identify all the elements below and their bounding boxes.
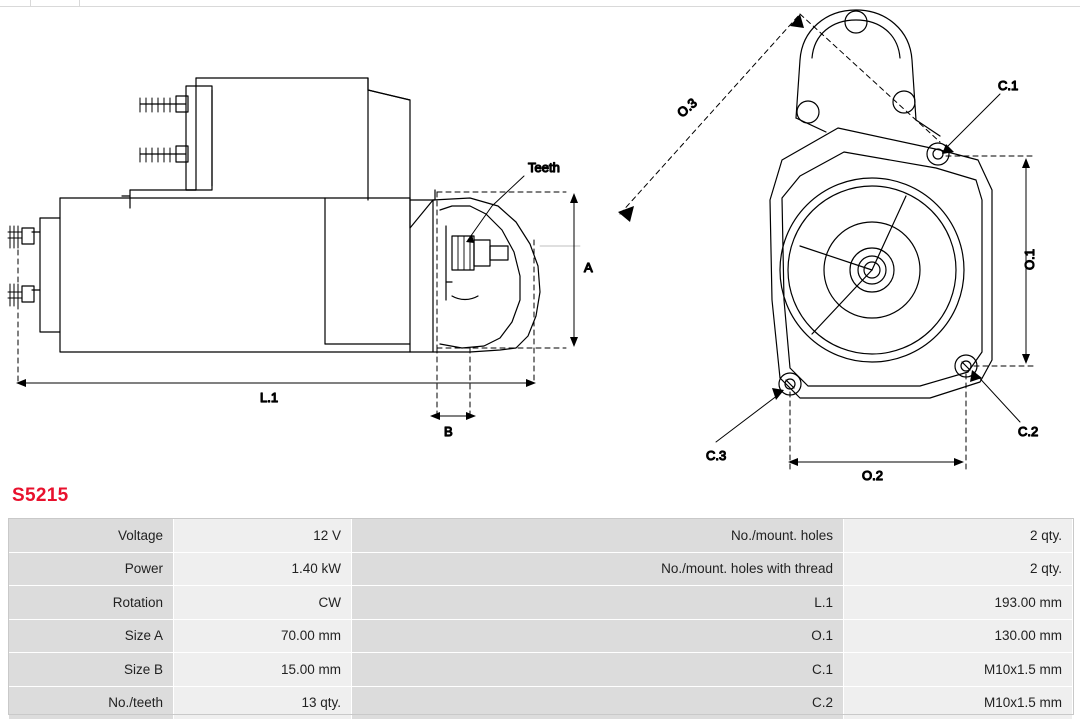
table-row (9, 653, 1073, 687)
spec-value: 1.40 kW (174, 552, 352, 586)
dimension-o3 (620, 14, 940, 214)
spec-value: CW (174, 586, 352, 620)
table-row (9, 519, 1073, 553)
spec-label: Rotation (9, 586, 174, 620)
spec-label: L.1 (352, 586, 844, 620)
dimension-o2 (788, 374, 966, 470)
table-row (9, 686, 1073, 720)
label-l1: L.1 (260, 390, 279, 405)
spec-value: 2 qty. (844, 552, 1073, 586)
dimension-box-a (437, 192, 566, 418)
spec-value: 15.00 mm (174, 653, 352, 687)
starter-side-view (8, 78, 580, 352)
spec-label: No./teeth (9, 686, 174, 720)
spec-label: C.2 (352, 686, 844, 720)
spec-label: Size B (9, 653, 174, 687)
spec-label: No./mount. holes with thread (352, 552, 844, 586)
spec-value: 13 qty. (174, 686, 352, 720)
spec-label: Power (9, 552, 174, 586)
spec-value: 2 qty. (844, 519, 1073, 553)
leader-c1 (942, 94, 1000, 154)
part-number: S5215 (12, 485, 69, 506)
label-teeth: Teeth (528, 160, 560, 175)
table-row (9, 586, 1073, 620)
dimension-o1 (946, 156, 1034, 366)
spec-label: Voltage (9, 519, 174, 553)
dimension-a (570, 193, 578, 347)
label-size-a: A (584, 260, 593, 275)
starter-end-view (770, 10, 992, 398)
spec-label: No./mount. holes (352, 519, 844, 553)
spec-value: M10x1.5 mm (844, 653, 1073, 687)
label-o2: O.2 (862, 468, 883, 483)
spec-value: M10x1.5 mm (844, 686, 1073, 720)
teeth-leader (466, 176, 524, 243)
label-c3: C.3 (706, 448, 727, 463)
label-o3: O.3 (674, 95, 700, 121)
table-row (9, 619, 1073, 653)
spec-value: 70.00 mm (174, 619, 352, 653)
label-o1: O.1 (1022, 249, 1037, 270)
leader-c3 (716, 388, 784, 442)
leader-c2 (970, 370, 1020, 422)
label-size-b: B (444, 424, 453, 439)
spec-label: C.1 (352, 653, 844, 687)
specifications-table (8, 518, 1073, 720)
label-c2: C.2 (1018, 424, 1039, 439)
label-c1: C.1 (998, 78, 1019, 93)
table-row (9, 552, 1073, 586)
spec-label: Size A (9, 619, 174, 653)
spec-value: 130.00 mm (844, 619, 1073, 653)
spec-label: O.1 (352, 619, 844, 653)
spec-value: 12 V (174, 519, 352, 553)
spec-value: 193.00 mm (844, 586, 1073, 620)
specifications-table-body (9, 519, 1073, 720)
